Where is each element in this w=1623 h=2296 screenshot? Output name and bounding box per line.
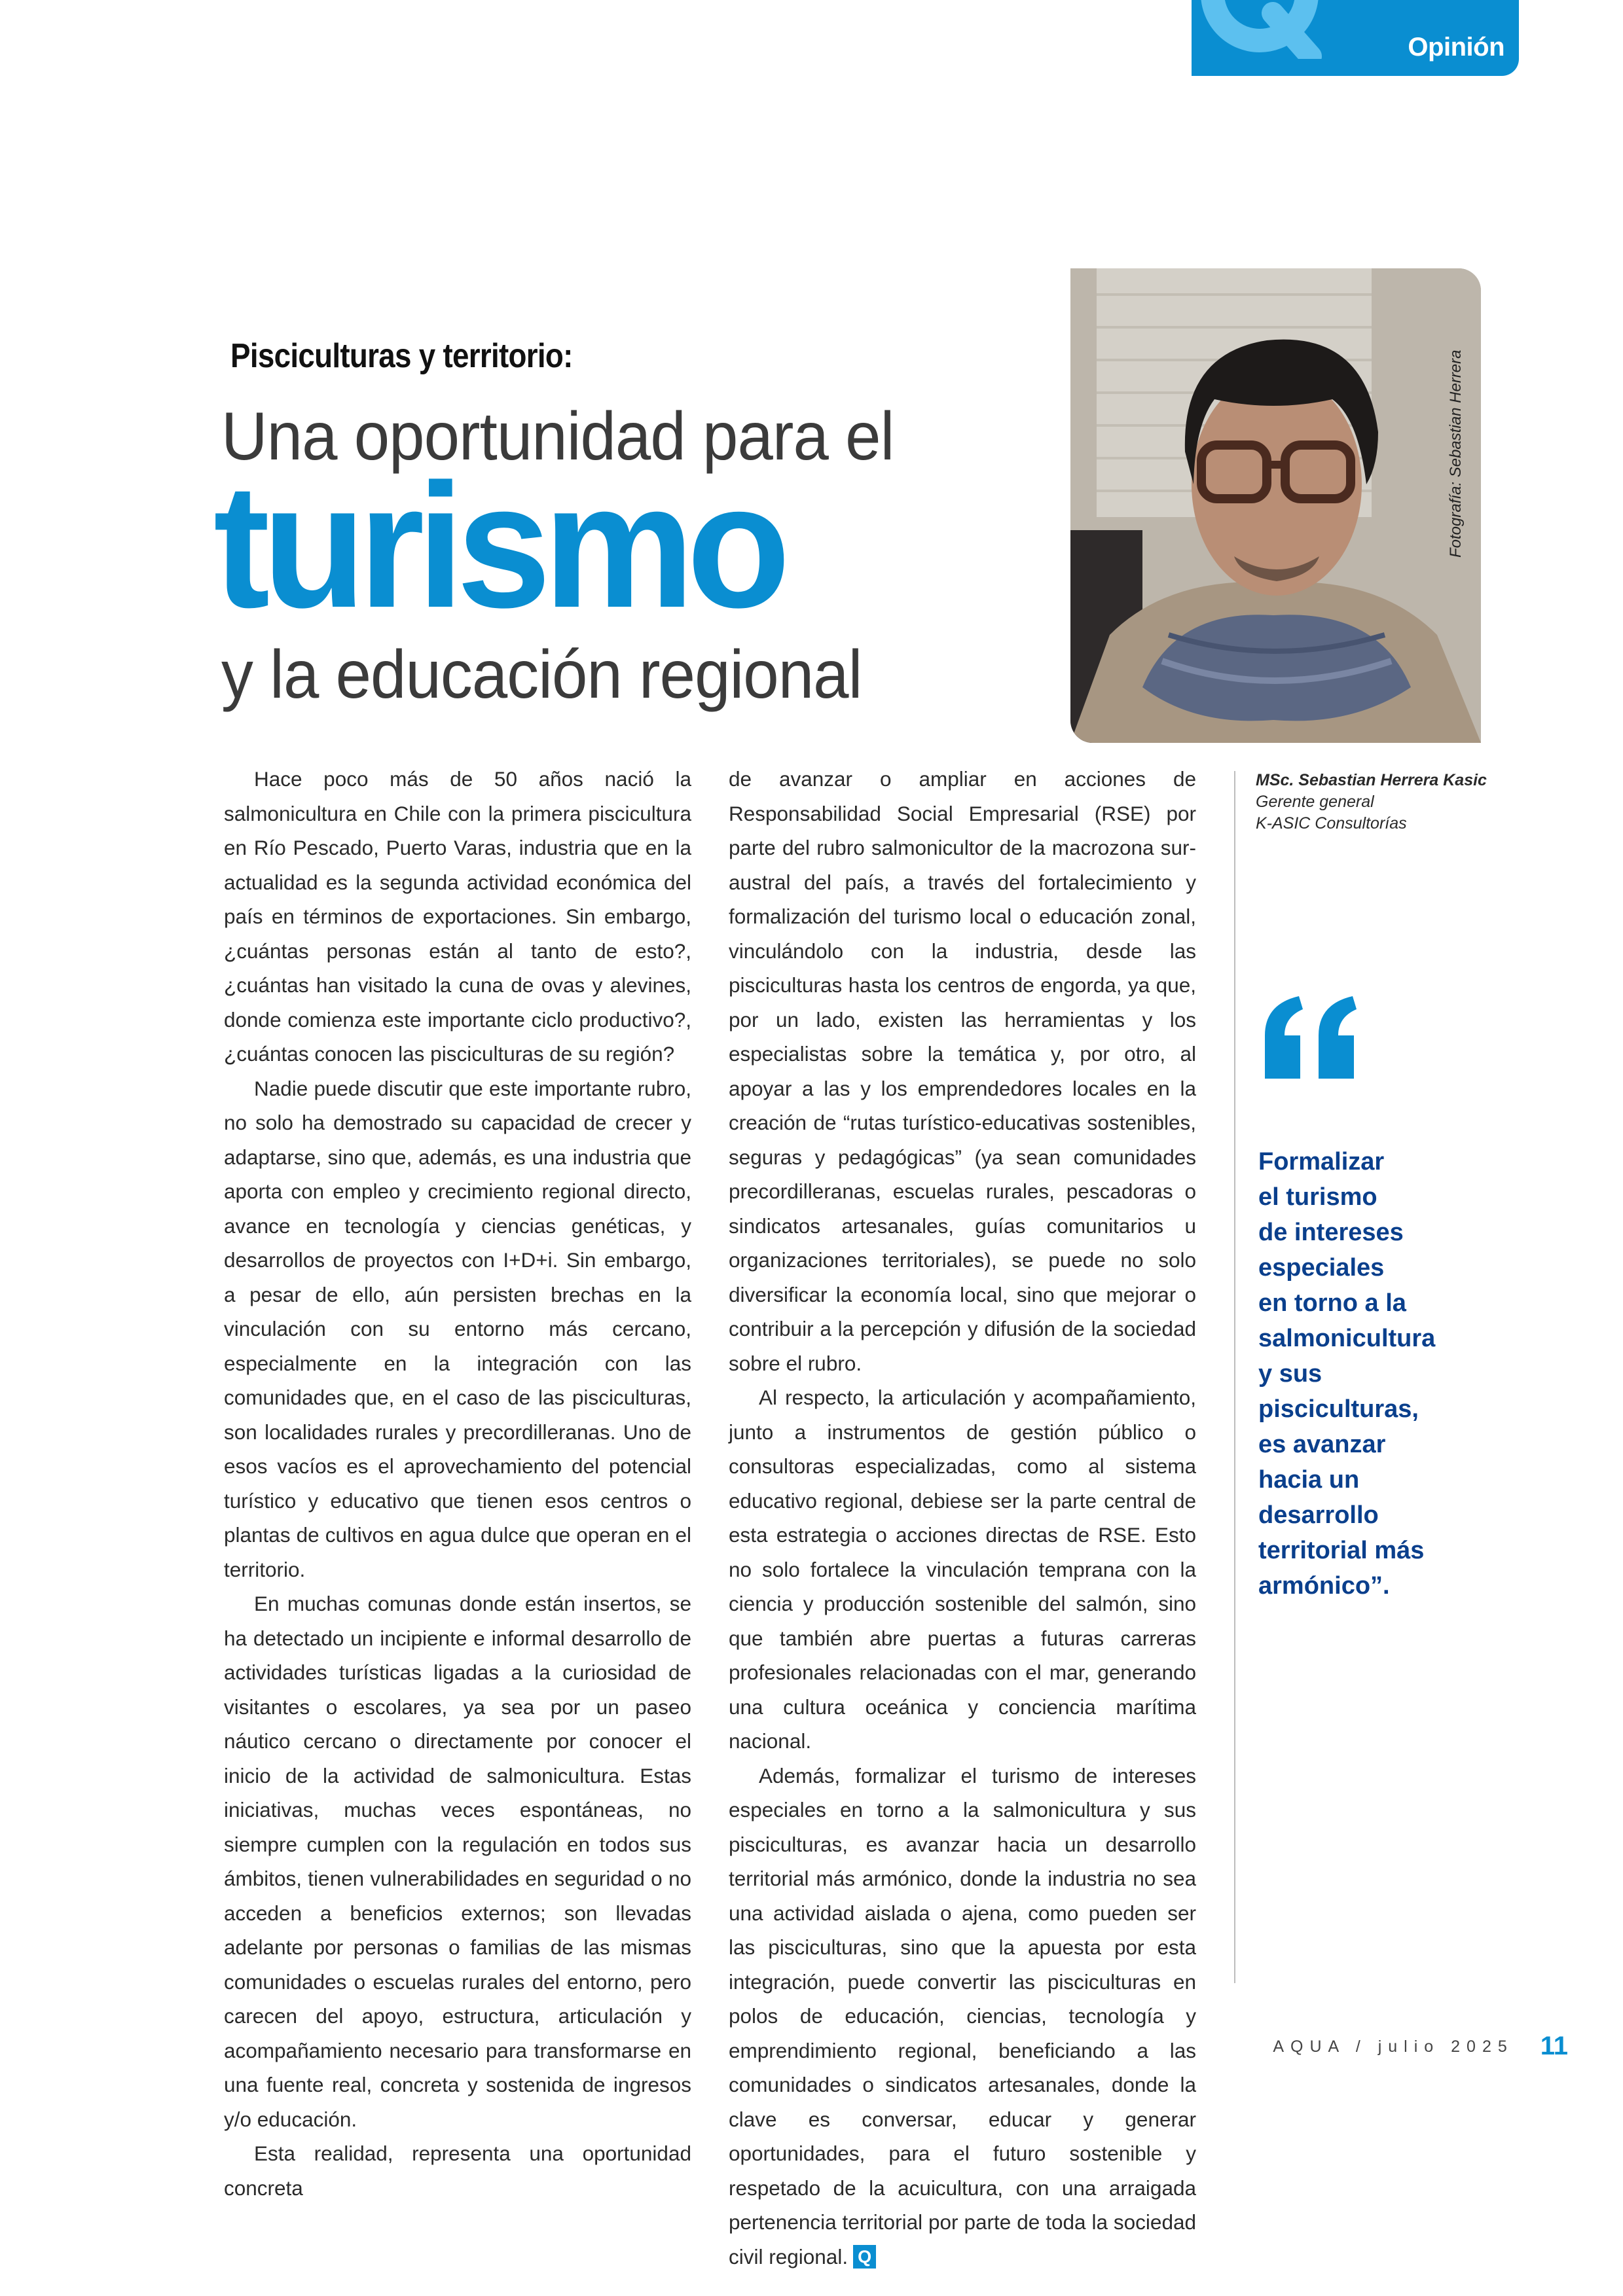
body-paragraph-last bbox=[729, 1759, 1196, 2274]
author-company: K-ASIC Consultorías bbox=[1256, 814, 1407, 833]
pull-quote-line: y sus bbox=[1258, 1360, 1322, 1388]
body-paragraph-continuation: de avanzar o ampliar en acciones de Responsabilidad Social Empresarial (RSE) por parte del rubro salmonicultor de la macrozona sur-austral del país, a través del fortalecimiento y formalización del turismo local o educación zonal, vinculándolo con la industria, desde las pisciculturas hasta los centros de engorda, ya que, por un lado, existen las herramientas y los especialistas sobre la temática y, por otro, al apoyar a las y los emprendedores locales en la creación de “rutas turístico-educativas sostenibles, seguras y pedagógicas” (ya sean comunidades precordilleranas, escuelas rurales, pescadoras o sindicatos artesanales, guías comunitarios u organizaciones territoriales), se puede no solo diversificar la economía local, sino que mejorar o contribuir a la percepción y difusión de la sociedad sobre el rubro. bbox=[729, 767, 1196, 1375]
footer-magazine: AQUA bbox=[1273, 2037, 1345, 2056]
footer-issue: julio 2025 bbox=[1377, 2037, 1514, 2056]
pull-quote-line: de intereses bbox=[1258, 1219, 1404, 1246]
pull-quote-line: armónico”. bbox=[1258, 1572, 1390, 1600]
author-photo bbox=[1070, 268, 1481, 743]
body-paragraph: En muchas comunas donde están insertos, se ha detectado un incipiente e informal desarrollo de actividades turísticas ligadas a la curiosidad de visitantes o escolares, ya sea por un paseo náutico cercano o directamente por conocer el inicio de la actividad de salmonicultura. Estas iniciativas, muchas veces espontáneas, no siempre cumplen con la regulación en todos sus ámbitos, tienen vulnerabilidades en seguridad o no acceden a beneficios externos; son llevadas adelante por personas o familias de las mismas comunidades o escuelas rurales del entorno, pero carecen del apoyo, estructura, articulación y acompañamiento necesario para transformarse en una fuente real, concreta y sostenida de ingresos y/o educación. bbox=[224, 1592, 691, 2131]
author-block bbox=[1256, 770, 1487, 834]
pull-quote bbox=[1258, 1144, 1468, 1604]
open-quote-icon bbox=[1258, 995, 1363, 1080]
photo-credit: Fotografía: Sebastian Herrera bbox=[1447, 350, 1465, 558]
pull-quote-line: es avanzar bbox=[1258, 1431, 1386, 1458]
q-logo-icon bbox=[1194, 0, 1325, 59]
pull-quote-line: el turismo bbox=[1258, 1183, 1377, 1211]
end-mark: Q bbox=[853, 2245, 876, 2269]
pull-quote-line: pisciculturas, bbox=[1258, 1395, 1419, 1423]
body-paragraph: Nadie puede discutir que este importante rubro, no solo ha demostrado su capacidad de crecer y adaptarse, sino que, además, es una industria que aporta con empleo y crecimiento regional directo, avance en tecnología y ciencias genéticas, y desarrollos de proyectos con I+D+i. Sin embargo, a pesar de ello, aún persisten brechas en la vinculación con su entorno más cercano, especialmente en la integración con las comunidades que, en el caso de las pisciculturas, son localidades rurales y precordilleranas. Uno de esos vacíos es el aprovechamiento del potencial turístico y educativo que tienen esos centros o plantas de cultivos en agua dulce que operan en el territorio. bbox=[224, 1076, 691, 1581]
body-column-right bbox=[729, 762, 1196, 2274]
author-role: Gerente general bbox=[1256, 793, 1374, 811]
body-paragraph: Al respecto, la articulación y acompañamiento, junto a instrumentos de gestión público o consultoras especializadas, como al sistema educativo regional, debiese ser la parte central de esta estrategia o acciones directas de RSE. Esto no solo fortalece la vinculación temprana con la ciencia y producción sostenible del salmón, sino que también abre puertas a futuras carreras profesionales relacionadas con el mar, generando una cultura oceánica y conciencia marítima nacional. bbox=[729, 1386, 1196, 1753]
section-tab bbox=[1192, 0, 1519, 76]
headline-big-word: turismo bbox=[213, 448, 783, 645]
headline-line-3: y la educación regional bbox=[221, 637, 862, 713]
pull-quote-line: hacia un bbox=[1258, 1466, 1360, 1494]
page-footer bbox=[1273, 2032, 1568, 2061]
body-paragraph-text: Además, formalizar el turismo de intereses especiales en torno a la salmonicultura y sus pisciculturas, es avanzar hacia un desarrollo territorial más armónico, donde la industria no sea una actividad aislada o ajena, como pueden ser las pisciculturas, sino que la apuesta por esta integración, puede convertir las pisciculturas en polos de educación, ciencias, tecnología y emprendimiento regional, beneficiando a las comunidades o sindicatos artesanales, donde la clave es conversar, educar y generar oportunidades, para el futuro sostenible y respetado de la acuicultura, con una arraigada pertenencia territorial por parte de toda la sociedad civil regional. bbox=[729, 1763, 1196, 2269]
headline-line-1: Una oportunidad para el bbox=[221, 399, 894, 475]
body-paragraph: Esta realidad, representa una oportunidad concreta bbox=[224, 2142, 691, 2200]
body-paragraph: Hace poco más de 50 años nació la salmonicultura en Chile con la primera piscicultura en Río Pescado, Puerto Varas, industria que en la actualidad es la segunda actividad económica del país en términos de exportaciones. Sin embargo, ¿cuántas personas están al tanto de esto?, ¿cuántas han visitado la cuna de ovas y alevines, donde comienza este importante ciclo productivo?, ¿cuántas conocen las pisciculturas de su región? bbox=[224, 767, 691, 1066]
footer-separator: / bbox=[1355, 2037, 1367, 2056]
pull-quote-line: Formalizar bbox=[1258, 1148, 1385, 1175]
pull-quote-line: en torno a la bbox=[1258, 1289, 1406, 1317]
body-column-left bbox=[224, 762, 691, 2205]
column-divider bbox=[1234, 771, 1235, 1983]
pull-quote-line: desarrollo bbox=[1258, 1501, 1379, 1529]
headline-kicker: Pisciculturas y territorio: bbox=[230, 337, 573, 375]
pull-quote-line: territorial más bbox=[1258, 1537, 1425, 1564]
author-name: MSc. Sebastian Herrera Kasic bbox=[1256, 771, 1487, 789]
page-number: 11 bbox=[1540, 2032, 1568, 2060]
pull-quote-line: salmonicultura bbox=[1258, 1325, 1436, 1352]
pull-quote-line: especiales bbox=[1258, 1254, 1385, 1282]
section-label: Opinión bbox=[1408, 33, 1504, 62]
